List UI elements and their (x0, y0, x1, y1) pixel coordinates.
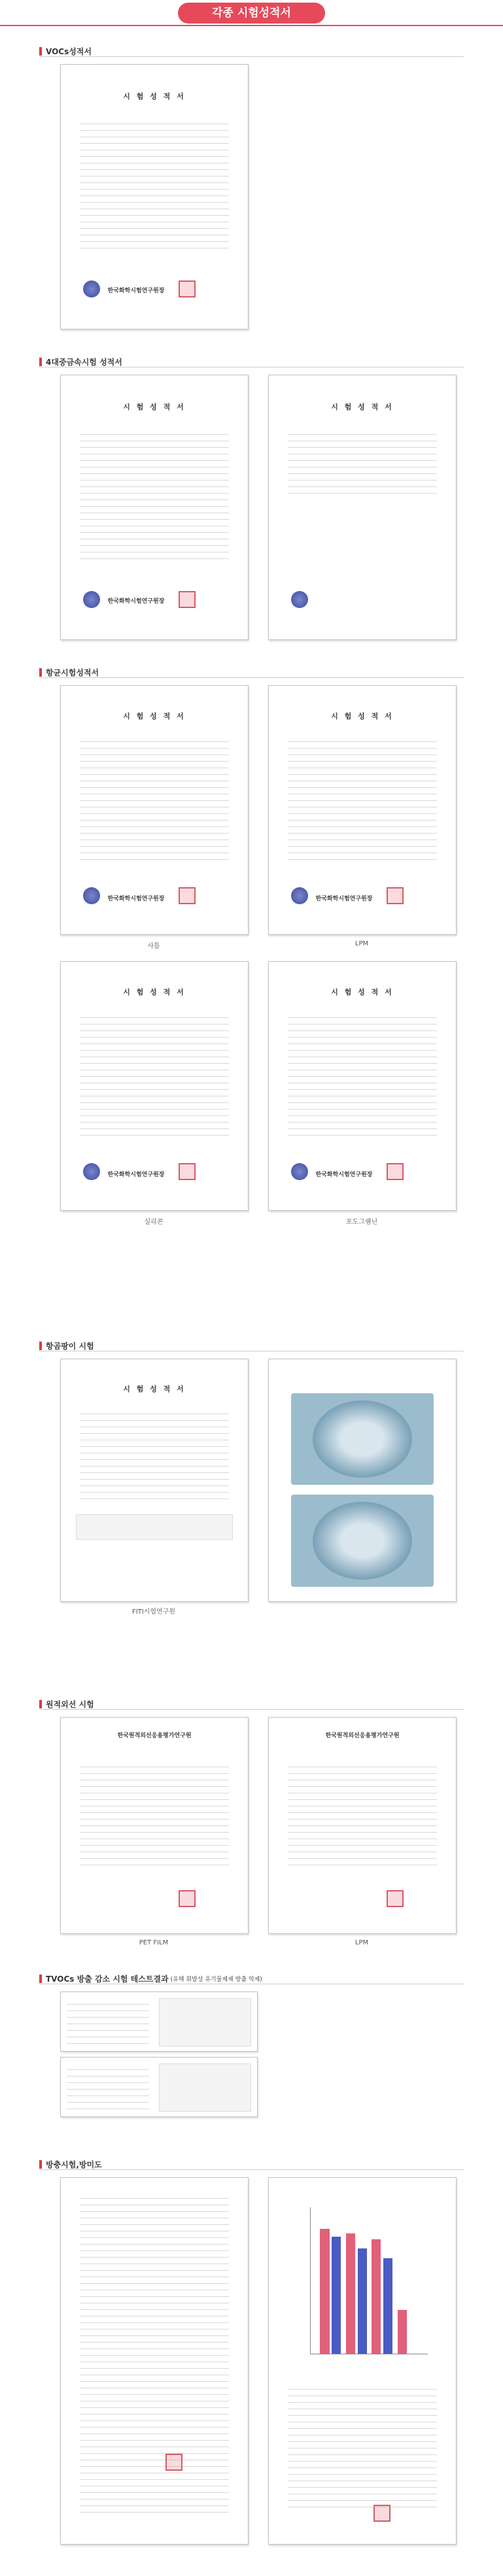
report-title: 한국원적외선응용평가연구원 (117, 1732, 192, 1739)
section-title: VOCs성적서 (46, 47, 92, 56)
report-body (80, 1761, 230, 1869)
caption: 포도그램닌 (345, 1219, 378, 1226)
caption: FITI시험연구원 (131, 1608, 176, 1616)
section-marker (39, 2160, 42, 2169)
report-body (288, 2383, 438, 2507)
section-marker (39, 358, 42, 366)
stamp-icon (179, 1163, 196, 1180)
seal-icon (291, 887, 308, 904)
chart-bar (346, 2233, 355, 2354)
stamp-icon (179, 1890, 196, 1907)
heavy-metal-report-page-1 (60, 375, 249, 640)
chart-bar (320, 2229, 329, 2353)
caption: LPM (355, 1939, 369, 1946)
stamp-icon (179, 887, 196, 904)
report-title: 한국원적외선응용평가연구원 (325, 1732, 400, 1739)
report-org: 한국화학시험연구원장 (107, 1171, 165, 1178)
caption: PET FILM (139, 1939, 169, 1946)
antibacterial-report-4 (268, 961, 457, 1211)
heavy-metal-report-page-2 (268, 375, 457, 640)
section-header-vocs (39, 46, 92, 57)
seal-icon (83, 1163, 100, 1180)
report-body (67, 2063, 149, 2110)
report-title: 시 험 성 적 서 (123, 403, 186, 412)
insect-report-2 (268, 2177, 457, 2545)
section-title: 원적외선 시험 (46, 1700, 94, 1709)
sample-photo (159, 2063, 251, 2112)
tvocs-report-row-2 (60, 2057, 258, 2117)
stamp-icon (165, 2454, 182, 2471)
antibacterial-report-3 (60, 961, 249, 1211)
stamp-icon (179, 591, 196, 608)
report-body (288, 428, 438, 494)
petri-dish-icon (313, 1400, 412, 1478)
sample-photo (76, 1514, 233, 1540)
farinfrared-report-1 (60, 1717, 249, 1934)
farinfrared-report-2 (268, 1717, 457, 1934)
report-body (288, 736, 438, 860)
section-divider (39, 56, 464, 57)
section-divider (39, 1709, 464, 1710)
seal-icon (291, 591, 308, 608)
section-title: 항균시험성적서 (46, 668, 99, 677)
caption: 사틀 (147, 943, 160, 950)
section-divider (39, 677, 464, 678)
section-title: TVOCs 방출 감소 시험 테스트결과 (46, 1974, 169, 1984)
report-body (80, 1408, 230, 1504)
seal-icon (291, 1163, 308, 1180)
report-body (80, 428, 230, 560)
antifungal-photos (268, 1359, 457, 1602)
section-header-antibacterial (39, 667, 99, 678)
report-title: 시 험 성 적 서 (123, 92, 186, 101)
report-org: 한국화학시험연구원장 (107, 895, 165, 902)
section-divider (39, 2169, 464, 2170)
chart-bar (398, 2310, 407, 2354)
stamp-icon (179, 280, 196, 297)
report-body (80, 2192, 230, 2515)
antibacterial-report-2 (268, 685, 457, 935)
caption: 실리콘 (144, 1219, 164, 1226)
section-title: 4대중금속시험 성적서 (46, 358, 122, 367)
report-org: 한국화학시험연구원장 (315, 895, 373, 902)
page-banner (0, 0, 503, 26)
stamp-icon (387, 1163, 404, 1180)
chart-bar (372, 2239, 381, 2354)
antibacterial-report-1 (60, 685, 249, 935)
section-title: 방충시험,방미도 (46, 2160, 102, 2169)
section-marker (39, 668, 42, 677)
report-body (288, 1761, 438, 1869)
section-note: (유해 휘발성 유기물제재 방출 억제) (170, 1976, 262, 1983)
banner-divider (0, 25, 503, 26)
section-header-antifungal (39, 1340, 94, 1351)
petri-dish-icon (313, 1502, 412, 1579)
chart-bar (332, 2237, 341, 2354)
chart-bar (383, 2258, 392, 2354)
antifungal-report (60, 1359, 249, 1602)
section-marker (39, 1974, 42, 1983)
report-title: 시 험 성 적 서 (123, 712, 186, 720)
report-title: 시 험 성 적 서 (331, 403, 394, 412)
page-title: 각종 시험성적서 (178, 3, 325, 24)
stamp-icon (387, 887, 404, 904)
report-org: 한국화학시험연구원장 (107, 598, 165, 605)
report-body (80, 1011, 230, 1136)
report-title: 시 험 성 적 서 (123, 988, 186, 996)
section-header-heavy-metals (39, 356, 122, 367)
report-title: 시 험 성 적 서 (331, 988, 394, 996)
section-title: 항곰팡이 시험 (46, 1342, 94, 1351)
report-title: 시 험 성 적 서 (331, 712, 394, 720)
report-body (80, 118, 230, 250)
report-title: 시 험 성 적 서 (123, 1385, 186, 1393)
seal-icon (83, 887, 100, 904)
section-marker (39, 47, 42, 56)
seal-icon (83, 280, 100, 297)
caption: LPM (355, 940, 369, 947)
repellency-bar-chart (310, 2207, 428, 2354)
section-header-farinfrared (39, 1699, 94, 1710)
vocs-report-page-1 (60, 64, 249, 330)
report-body (80, 736, 230, 860)
report-body (67, 1998, 149, 2045)
insect-report-1 (60, 2177, 249, 2545)
section-marker (39, 1700, 42, 1708)
tvocs-report-row-1 (60, 1991, 258, 2052)
report-org: 한국화학시험연구원장 (315, 1171, 373, 1178)
chart-bar (358, 2248, 367, 2354)
seal-icon (83, 591, 100, 608)
sample-photo (159, 1998, 251, 2046)
petri-dish-photo-2 (291, 1495, 433, 1587)
stamp-icon (387, 1890, 404, 1907)
section-marker (39, 1342, 42, 1350)
report-org: 한국화학시험연구원장 (107, 288, 165, 295)
section-header-insect (39, 2159, 102, 2170)
section-header-tvocs (39, 1973, 262, 1984)
report-body (288, 1011, 438, 1136)
petri-dish-photo-1 (291, 1393, 433, 1485)
stamp-icon (373, 2505, 390, 2522)
